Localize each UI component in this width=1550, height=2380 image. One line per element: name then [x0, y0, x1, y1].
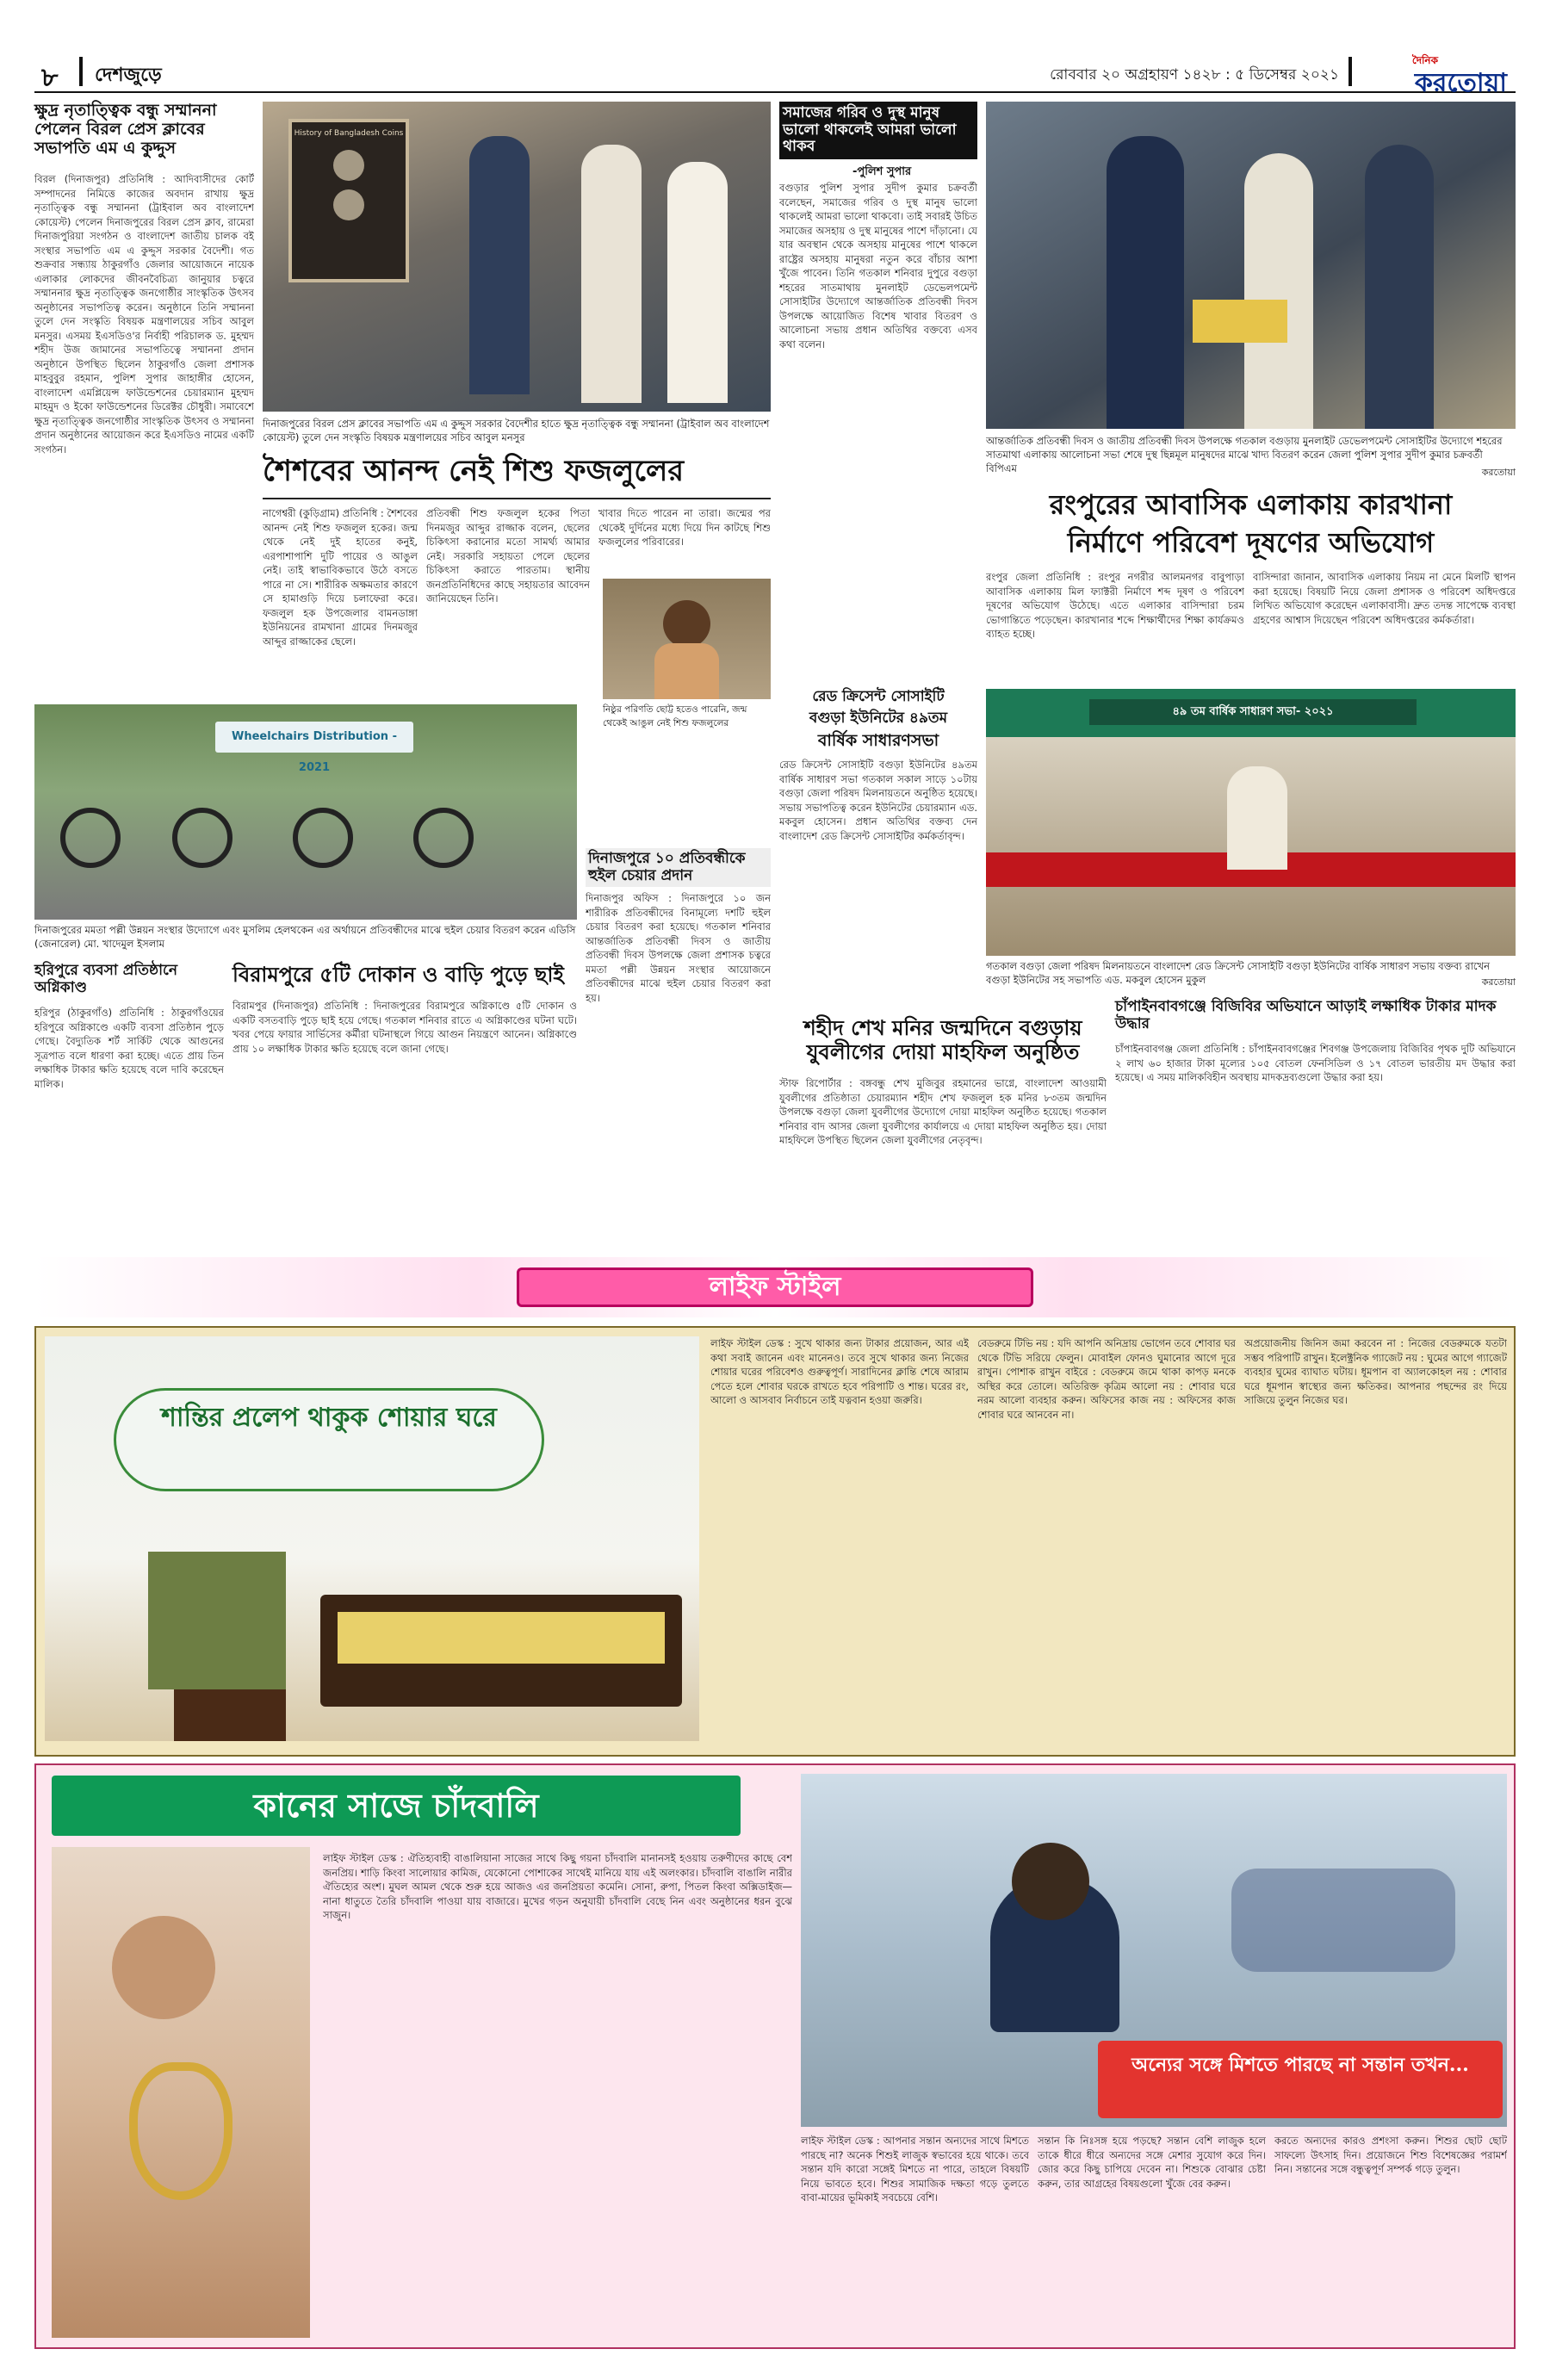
award-photo-caption: দিনাজপুরের বিরল প্রেস ক্লাবের সভাপতি এম এ কুদ্দুস সরকার বৈদেশীর হাতে ক্ষুদ্র নৃতাত্ত্বিক বন্ধু সম্মাননা (ট্রাইবাল অব বাংলাদেশ কোয়েস্ট) তুলে দেন সংস্কৃতি বিষয়ক মন্ত্রণালয়ের সচিব আবুল মনসুর — [263, 418, 770, 443]
story7-body: চাঁপাইনবাবগঞ্জ জেলা প্রতিনিধি : চাঁপাইনবাবগঞ্জের শিবগঞ্জ উপজেলায় বিজিবির পৃথক দুটি অভিযানে ২ লাখ ৬০ হাজার টাকা মূল্যের ১০৫ বোতল ফেনসিডিল ও ১৭ বোতল ভারতীয় মদ উদ্ধার করা হয়েছে। এ সময় মালিকবিহীন অবস্থায় মাদকদ্রব্যগুলো উদ্ধার করা হয়। — [1115, 1043, 1516, 1083]
story2-body-col2: প্রতিবন্ধী শিশু ফজলুল হকের পিতা দিনমজুর আব্দুর রাজ্জাক বলেন, ছেলের চিকিৎসা করানোর মতো সামর্থ্য আমার নেই। সরকারি সহায়তা পেলে ছেলের চিকিৎসা করাতে পারতাম। স্থানীয় জনপ্রতিনিধিদের কাছে সহায়তার আবেদন জানিয়েছেন তিনি। — [426, 507, 590, 604]
child-body-col2: সন্তান কি নিঃসঙ্গ হয়ে পড়ছে? সন্তান বেশি লাজুক হলে তাকে ধীরে ধীরে অন্যদের সঙ্গে মেশার সুযোগ করে দিন। জোর করে কিছু চাপিয়ে দেবেন না। শিশুকে বোঝার চেষ্টা করুন, তার আগ্রহের বিষয়গুলো খুঁজে বের করুন। — [1038, 2135, 1266, 2190]
story6-body: স্টাফ রিপোর্টার : বঙ্গবন্ধু শেখ মুজিবুর রহমানের ভাগ্নে, বাংলাদেশ আওয়ামী যুবলীগের প্রতিষ্ঠাতা চেয়ারম্যান শহীদ শেখ ফজলুল হক মনির ৮৩তম জন্মদিন উপলক্ষে বগুড়া জেলা যুবলীগের উদ্যোগে দোয়া মাহফিল অনুষ্ঠিত হয়েছে। গতকাল শনিবার বাদ আসর জেলা যুবলীগের কার্যালয়ে এ দোয়া মাহফিল অনুষ্ঠিত হয়। দোয়া মাহফিলে উপস্থিত ছিলেন জেলা যুবলীগের নেতৃবৃন্দ। — [779, 1077, 1107, 1146]
page-header — [34, 50, 1516, 98]
earring-title-box — [52, 1776, 741, 1836]
story1-headline: ক্ষুদ্র নৃতাত্ত্বিক বন্ধু সম্মাননা পেলেন বিরল প্রেস ক্লাবের সভাপতি এম এ কুদ্দুস — [34, 101, 217, 158]
story3-body: বগুড়ার পুলিশ সুপার সুদীপ কুমার চক্রবর্তী বলেছেন, সমাজের গরিব ও দুস্থ মানুষ ভালো থাকলেই আমরা ভালো থাকবো। তাই সবারই উচিত সমাজের অসহায় ও দুস্থ মানুষের পাশে দাঁড়ানো। যে যার অবস্থান থেকে অসহায় মানুষের পাশে থাকলে রাষ্ট্রের অসহায় মানুষরা নতুন করে বাঁচার আশা খুঁজে পাবেন। তিনি গতকাল শনিবার দুপুরে বগুড়া শহরের সাতমাথায় মুনলাইট ডেভেলপমেন্ট সোসাইটির উদ্যোগে আন্তর্জাতিক প্রতিবন্ধী দিবস উপলক্ষে আয়োজিত বিশেষ খাবার বিতরণ ও আলোচনা সভায় প্রধান অতিথির বক্তব্যে এসব কথা বলেন। — [779, 182, 977, 350]
child-photo — [603, 579, 771, 699]
lifestyle-band — [34, 1257, 1516, 1317]
story4-body-col2: বাসিন্দারা জানান, আবাসিক এলাকায় নিয়ম না মেনে মিলটি স্থাপন করা হয়েছে। বিষয়টি নিয়ে জেলা প্রশাসক ও পরিবেশ অধিদপ্তরে লিখিত অভিযোগ করেছেন এলাকাবাসী। দ্রুত তদন্ত সাপেক্ষে ব্যবস্থা গ্রহণের আশ্বাস দিয়েছেন পরিবেশ অধিদপ্তরের কর্মকর্তারা। — [1253, 571, 1516, 626]
story9-headline: হরিপুরে ব্যবসা প্রতিষ্ঠানে অগ্নিকাণ্ড — [34, 962, 178, 996]
story3-headline: সমাজের গরিব ও দুস্থ মানুষ ভালো থাকলেই আমরা ভালো থাকব — [779, 102, 977, 159]
story1-body: বিরল (দিনাজপুর) প্রতিনিধি : আদিবাসীদের কোর্ট সম্পাদনের নিমিত্তে কাজের অবদান রাখায় ক্ষুদ্র নৃতাত্ত্বিক বন্ধু সম্মাননা (ট্রাইবাল অব বাংলাদেশ কোয়েস্ট) পেলেন দিনাজপুরের বিরল প্রেস ক্লাব, রামেরা দিনাজপুরিয়া সংগঠন ও বাংলাদেশ জাতীয় চালক বই সংস্থার সভাপতি এম এ কুদ্দুস সরকার বৈদেশী। গত শুক্রবার সন্ধ্যায় ঠাকুরগাঁও জেলার আয়োজনে নায়েক এলাকার লোকদের জীবনবৈচিত্র্য জানুয়ার চত্বরে সম্মাননার ক্ষুদ্র নৃতাত্ত্বিক জনগোষ্ঠীর সাংস্কৃতিক উৎসব অনুষ্ঠানের সভাপতিত্ব করেন। অনুষ্ঠানে তিনি সম্মাননা তুলে দেন সংস্কৃতি বিষয়ক মন্ত্রণালয়ের সচিব আবুল মনসুর। এসময় ইএসডিও'র নির্বাহী পরিচালক ড. মুহম্মদ শহীদ উজ জামানের সভাপতিত্বে সম্মাননা প্রদান অনুষ্ঠানে উপস্থিত ছিলেন ঠাকুরগাঁও জেলা প্রশাসক মাহবুবুর রহমান, পুলিশ সুপার জাহাঙ্গীর হোসেন, বাংলাদেশ এমপ্লিয়েন্স ফাউন্ডেশনের চেয়ারম্যান মুহম্মদ মাহমুদ ও ইকো ফাউন্ডেশনের ডিরেক্টর চৌধুরী। সমাবেশে ক্ষুদ্র নৃতাত্ত্বিক জনগোষ্ঠীর সাংস্কৃতিক উৎসব ও সম্মাননা প্রদান অনুষ্ঠানের আয়োজন করে ইএসডিও নামের একটি সংগঠন। — [34, 173, 254, 456]
story8-headline: দিনাজপুরে ১০ প্রতিবন্ধীকে হুইল চেয়ার প্রদান — [586, 848, 771, 887]
story2-headline: শৈশবের আনন্দ নেই শিশু ফজলুলের — [263, 454, 685, 488]
photo-credit: করতোয়া — [1481, 976, 1516, 988]
story4-headline-line2: নির্মাণে পরিবেশ দূষণের অভিযোগ — [1067, 526, 1435, 559]
child-banner-box — [1098, 2041, 1503, 2118]
window-blind — [148, 1552, 286, 1689]
story10-headline: বিরামপুরে ৫টি দোকান ও বাড়ি পুড়ে ছাই — [232, 962, 564, 987]
bedroom-photo — [45, 1336, 699, 1741]
story5-headline-line2: বগুড়া ইউনিটের ৪৯তম — [809, 710, 948, 727]
section-title: দেশজুড়ে — [95, 65, 162, 86]
story5-body: রেড ক্রিসেন্ট সোসাইটি বগুড়া ইউনিটের ৪৯তম বার্ষিক সাধারণ সভা গতকাল সকাল সাড়ে ১০টায় বগুড়া জেলা পরিষদ মিলনায়তনে অনুষ্ঠিত হয়েছে। সভায় সভাপতিত্ব করেন ইউনিটের চেয়ারম্যান এড. মকবুল হোসেন। প্রধান অতিথির বক্তব্য দেন বাংলাদেশ রেড ক্রিসেন্ট সোসাইটির কর্মকর্তাবৃন্দ। — [779, 759, 977, 842]
photo-credit: করতোয়া — [1481, 467, 1516, 478]
child-body-col3: করতে অন্যদের কারও প্রশংসা করুন। শিশুর ছোট ছোট সাফল্যে উৎসাহ দিন। প্রয়োজনে শিশু বিশেষজ্ঞের পরামর্শ নিন। সন্তানের সঙ্গে বন্ধুত্বপূর্ণ সম্পর্ক গড়ে তুলুন। — [1274, 2135, 1507, 2175]
story4-headline-line1: রংপুরের আবাসিক এলাকায় কারখানা — [1049, 488, 1453, 521]
story5-headline-line3: বার্ষিক সাধারণসভা — [817, 731, 939, 750]
bedroom-body-col2: বেডরুমে টিভি নয় : যদি আপনি অনিদ্রায় ভোগেন তবে শোবার ঘর থেকে টিভি সরিয়ে ফেলুন। মোবাইল ফোনও ঘুমানোর আগে দূরে রাখুন। পোশাক রাখুন বাইরে : বেডরুমে জমে থাকা কাপড় মনকে অস্থির করে তোলে। অতিরিক্ত কৃত্রিম আলো নয় : শোবার ঘরে নরম আলো ব্যবহার করুন। অফিসের কাজ নয় : অফিসের কাজ শোবার ঘরে আনবেন না। — [977, 1337, 1236, 1421]
earring-photo — [52, 1847, 310, 2338]
bedroom-body-col3: অপ্রয়োজনীয় জিনিস জমা করবেন না : নিজের বেডরুমকে যতটা সম্ভব পরিপাটি রাখুন। ইলেক্ট্রনিক গ্যাজেট নয় : ঘুমের আগে গ্যাজেট ব্যবহার ঘুমের ব্যাঘাত ঘটায়। ধূমপান বা অ্যালকোহল নয় : শোবার ঘরে ধূমপান স্বাস্থ্যের জন্য ক্ষতিকর। আপনার পছন্দের রং দিয়ে সাজিয়ে তুলুন নিজের ঘর। — [1244, 1337, 1507, 1406]
story8-body: দিনাজপুর অফিস : দিনাজপুরে ১০ জন শারীরিক প্রতিবন্ধীদের বিনামূল্যে দশটি হুইল চেয়ার বিতরণ করা হয়েছে। গতকাল শনিবার আন্তর্জাতিক প্রতিবন্ধী দিবস ও জাতীয় প্রতিবন্ধী দিবস উপলক্ষে জেলা প্রশাসক চত্বরে মমতা পল্লী উন্নয়ন সংস্থার আয়োজনে প্রতিবন্ধীদের মাঝে হুইল চেয়ার বিতরণ করা হয়। — [586, 892, 771, 1004]
meeting-photo — [986, 689, 1516, 956]
child-body-col1: লাইফ স্টাইল ডেস্ক : আপনার সন্তান অন্যদের সাথে মিশতে পারছে না? অনেক শিশুই লাজুক স্বভাবের হয়ে থাকে। তবে সন্তান যদি কারো সঙ্গেই মিশতে না পারে, তাহলে বিষয়টি নিয়ে ভাবতে হবে। শিশুর সামাজিক দক্ষতা গড়ে তুলতে বাবা-মায়ের ভূমিকাই সবচেয়ে বেশি। — [801, 2135, 1029, 2203]
meeting-photo-caption: গতকাল বগুড়া জেলা পরিষদ মিলনায়তনে বাংলাদেশ রেড ক্রিসেন্ট সোসাইটি বগুড়া ইউনিটের বার্ষিক সাধারণ সভায় বক্তব্য রাখেন বগুড়া ইউনিটের সহ সভাপতি এড. মকবুল হোসেন মুকুল — [986, 960, 1490, 986]
story2-body-col1: নাগেশ্বরী (কুড়িগ্রাম) প্রতিনিধি : শৈশবের আনন্দ নেই শিশু ফজলুল হকের। জন্ম থেকে নেই দুই হাতের কনুই, এরপাশাপাশি দুটি পায়ের ও আঙুল নেই। তাই স্বাভাবিকভাবে উঠে বসতে পারে না সে। শারীরিক অক্ষমতার কারণে সে হামাগুড়ি দিয়ে চলাফেরা করে। ফজলুল হক উপজেলার বামনডাঙ্গা ইউনিয়নের রামখানা গ্রামের দিনমজুর আব্দুর রাজ্জাকের ছেলে। — [263, 507, 418, 648]
wheelchair-photo-caption: দিনাজপুরের মমতা পল্লী উন্নয়ন সংস্থার উদ্যোগে এবং মুসলিম হেলথকেন এর অর্থায়নে প্রতিবন্ধীদের মাঝে হুইল চেয়ার বিতরণ করেন এডিসি (জেনারেল) মো. খাদেমুল ইসলাম — [34, 924, 576, 950]
story3-byline: -পুলিশ সুপার — [852, 165, 912, 178]
page-number: ৮ — [41, 63, 59, 93]
story6-headline: শহীদ শেখ মনির জন্মদিনে বগুড়ায় যুবলীগের দোয়া মাহফিল অনুষ্ঠিত — [803, 1015, 1082, 1064]
board-label: History of Bangladesh Coins — [294, 129, 404, 138]
divider — [263, 498, 771, 499]
dresser — [174, 1689, 286, 1741]
wheelchair-photo — [34, 704, 577, 920]
story2-body-col3: খাবার দিতে পারেন না তারা। জন্মের পর থেকেই দুর্দিনের মধ্যে দিয়ে দিন কাটছে শিশু ফজলুলের পরিবারের। — [598, 507, 771, 548]
earring-title: কানের সাজে চাঁদবালি — [253, 1786, 539, 1825]
wheelchair-banner: Wheelchairs Distribution - 2021 — [215, 722, 413, 753]
earring-jewel — [129, 2062, 232, 2200]
issue-date: রোববার ২০ অগ্রহায়ণ ১৪২৮ : ৫ ডিসেম্বর ২০২১ — [1050, 66, 1339, 84]
police-distribution-photo — [986, 102, 1516, 429]
story5-headline-line1: রেড ক্রিসেন্ট সোসাইটি — [812, 688, 945, 705]
police-photo-caption: আন্তর্জাতিক প্রতিবন্ধী দিবস ও জাতীয় প্রতিবন্ধী দিবস উপলক্ষে গতকাল বগুড়ায় মুনলাইট ডেভেলপমেন্ট সোসাইটির উদ্যোগে শহরের সাতমাথা এলাকায় আলোচনা সভা শেষে দুস্থ ছিন্নমূল মানুষদের মাঝে খাদ্য বিতরণ করেন জেলা পুলিশ সুপার সুদীপ কুমার চক্রবর্তী বিপিএম — [986, 435, 1503, 474]
earring-body: লাইফ স্টাইল ডেস্ক : ঐতিহ্যবাহী বাঙালিয়ানা সাজের সাথে কিছু গয়না চাঁদবালি মানানসই হওয়ায় তরুণীদের কাছে বেশ জনপ্রিয়। শাড়ি কিংবা সালোয়ার কামিজ, যেকোনো পোশাকের সাথেই মানিয়ে যায় এই অলংকার। চাঁদবালি বাঙালি নারীর ঐতিহ্যের অংশ। মুঘল আমল থেকে শুরু হয়ে আজও এর জনপ্রিয়তা কমেনি। সোনা, রুপা, পিতল কিংবা অক্সিডাইজ— নানা ধাতুতে তৈরি চাঁদবালি পাওয়া যায় বাজারে। মুখের গড়ন অনুযায়ী চাঁদবালি বেছে নিন এবং অনুষ্ঠানের ধরন বুঝে সাজুন। — [323, 1852, 792, 1921]
divider — [79, 57, 83, 86]
newspaper-logo: করতোয়া — [1414, 68, 1507, 98]
story7-headline: চাঁপাইনবাবগঞ্জে বিজিবির অভিযানে আড়াই লক্ষাধিক টাকার মাদক উদ্ধার — [1115, 998, 1497, 1032]
story10-body: বিরামপুর (দিনাজপুর) প্রতিনিধি : দিনাজপুরের বিরামপুরে অগ্নিকাণ্ডে ৫টি দোকান ও একটি বসতবাড়ি পুড়ে ছাই হয়ে গেছে। গতকাল শনিবার রাতে এ অগ্নিকাণ্ডের ঘটনা ঘটে। খবর পেয়ে ফায়ার সার্ভিসের কর্মীরা ঘটনাস্থলে গিয়ে আগুন নিয়ন্ত্রণে আনেন। অগ্নিকাণ্ডে প্রায় ১০ লক্ষাধিক টাকার ক্ষতি হয়েছে বলে জানা গেছে। — [232, 1000, 577, 1055]
divider — [1348, 57, 1352, 86]
bedroom-title-box — [114, 1388, 544, 1491]
story4-body-col1: রংপুর জেলা প্রতিনিধি : রংপুর নগরীর আলমনগর বাবুপাড়া আবাসিক এলাকায় মিল ফ্যাক্টরী নির্মাণে শব্দ দূষণ ও পরিবেশ দূষণের অভিযোগ উঠেছে। এতে এলাকার বাসিন্দারা চরম ভোগান্তিতে পড়েছেন। কারখানার শব্দে শিক্ষার্থীদের শিক্ষা কার্যক্রমও ব্যাহত হচ্ছে। — [986, 571, 1244, 640]
award-photo — [263, 102, 771, 412]
bedroom-body-col1: লাইফ স্টাইল ডেস্ক : সুখে থাকার জন্য টাকার প্রয়োজন, আর এই কথা সবাই জানেন এবং মানেনও। তবে সুখে থাকার জন্য নিজের শোয়ার ঘরের পরিবেশও গুরুত্বপূর্ণ। সারাদিনের ক্লান্তি শেষে আরাম পেতে হলে শোবার ঘরকে রাখতে হবে পরিপাটি ও শান্ত। ঘরের রং, আলো ও আসবাব নির্বাচনে তাই যত্নবান হওয়া জরুরি। — [710, 1337, 969, 1406]
bedroom-title: শান্তির প্রলেপ থাকুক শোয়ার ঘরে — [161, 1403, 497, 1433]
meeting-banner: ৪৯ তম বার্ষিক সাধারণ সভা- ২০২১ — [1089, 699, 1417, 725]
story9-body: হরিপুর (ঠাকুরগাঁও) প্রতিনিধি : ঠাকুরগাঁওয়ের হরিপুরে অগ্নিকাণ্ডে একটি ব্যবসা প্রতিষ্ঠান পুড়ে গেছে। বৈদ্যুতিক শর্ট সার্কিট থেকে আগুনের সূত্রপাত বলে ধারণা করা হচ্ছে। এতে প্রায় তিন লক্ষাধিক টাকার ক্ষতি হয়েছে বলে দাবি করেছেন মালিক। — [34, 1007, 224, 1090]
child-banner: অন্যের সঙ্গে মিশতে পারছে না সন্তান তখন... — [1132, 2054, 1469, 2076]
bed-frame — [320, 1595, 682, 1707]
lifestyle-title: লাইফ স্টাইল — [517, 1267, 1033, 1307]
logo-subtitle: দৈনিক — [1411, 54, 1438, 66]
coin-display-board — [288, 119, 409, 282]
child-photo-caption: নিষ্ঠুর পরিণতি ছোট্ট হতেও পারেনি, জন্ম থেকেই আঙুল নেই শিশু ফজলুলের — [603, 704, 747, 728]
